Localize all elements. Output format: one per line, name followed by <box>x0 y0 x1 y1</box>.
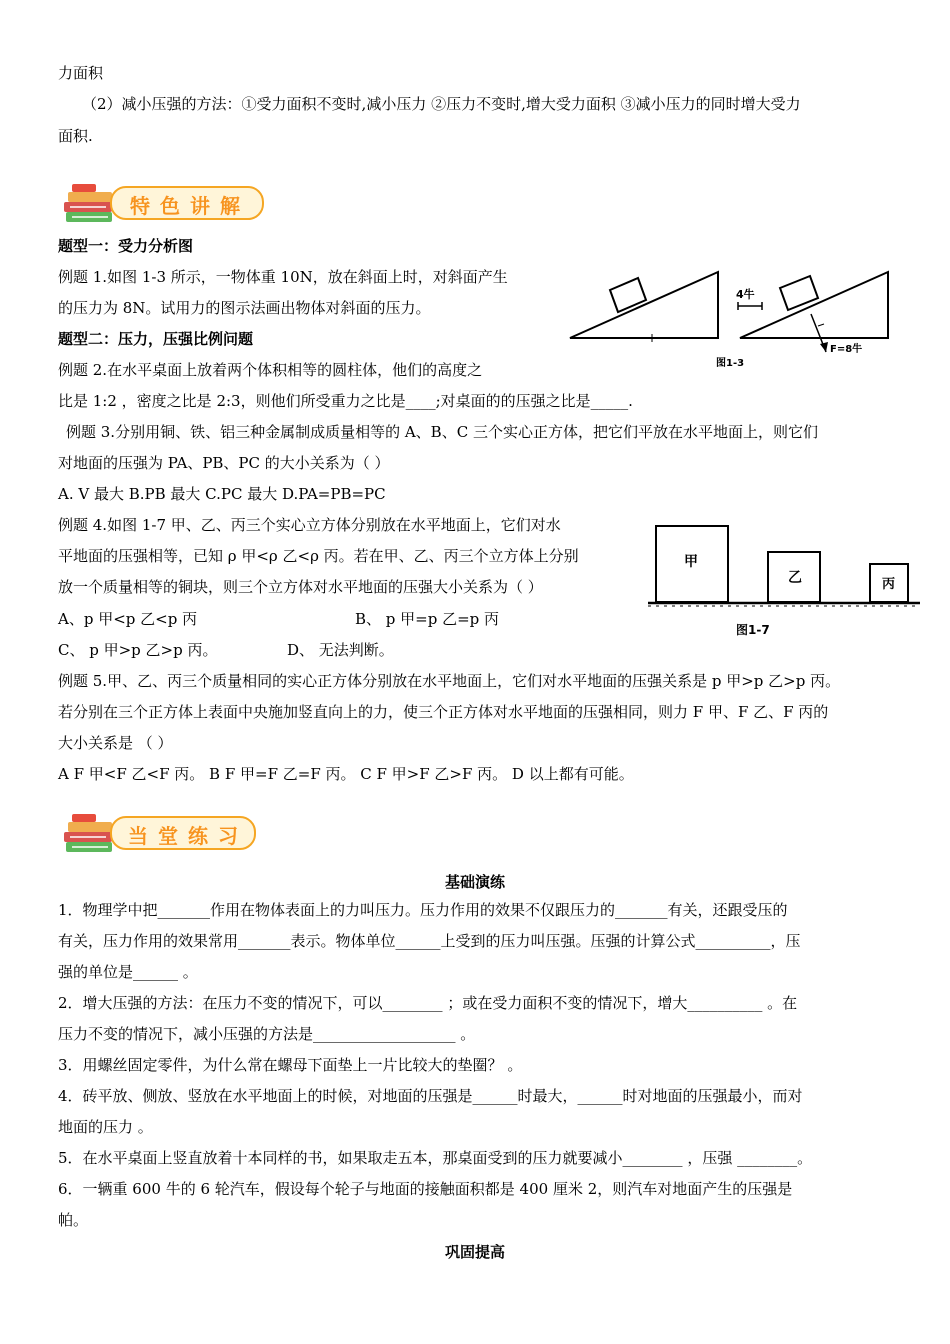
example5-options: A F 甲<F 乙<F 丙。 B F 甲=F 乙=F 丙。 C F 甲>F 乙>F 丙。 D 以上都有可能。 <box>58 765 634 783</box>
heading-basic-practice: 基础演练 <box>444 873 505 891</box>
example4-option-b: B、 p 甲=p 乙=p 丙 <box>355 610 500 628</box>
example4-option-c: C、 p 甲>p 乙>p 丙。 <box>58 641 218 659</box>
question1-line-2: 有关，压力作用的效果常用_______表示。物体单位______上受到的压力叫压强。压强的计算公式__________，压 <box>58 932 801 950</box>
example1-line-2: 的压力为 8N。试用力的图示法画出物体对斜面的压力。 <box>58 299 431 317</box>
banner-special-label: 特色讲解 <box>130 194 250 218</box>
incline-left <box>570 272 718 338</box>
example2-line-2: 比是 1:2 ，密度之比是 2:3，则他们所受重力之比是____;对桌面的的压强之比是_____. <box>58 392 633 410</box>
section-banner-practice <box>60 808 260 858</box>
figure-1-7-caption: 图1-7 <box>736 623 770 637</box>
example4-option-a: A、p 甲<p 乙<p 丙 <box>58 610 198 628</box>
section-banner-special <box>60 178 265 228</box>
scale-label: 4牛 <box>736 288 755 301</box>
question5-line-1: 5．在水平桌面上竖直放着十本同样的书，如果取走五本，那桌面受到的压力就要减小________ ，压强 ________。 <box>58 1149 813 1167</box>
example1-line-1: 例题 1.如图 1-3 所示，一物体重 10N，放在斜面上时，对斜面产生 <box>58 268 508 286</box>
example4-line-1: 例题 4.如图 1-7 甲、乙、丙三个实心立方体分别放在水平地面上，它们对水 <box>58 516 561 534</box>
question4-line-2: 地面的压力 。 <box>58 1118 153 1136</box>
type2-title: 题型二：压力，压强比例问题 <box>58 330 254 348</box>
example5-line-3: 大小关系是 （ ） <box>58 734 173 752</box>
cube-bing-label: 丙 <box>882 577 896 592</box>
intro-line-2: （2）减小压强的方法：①受力面积不变时,减小压力 ②压力不变时,增大受力面积 ③减小压力的同时增大受力 <box>82 95 801 113</box>
example4-line-3: 放一个质量相等的铜块，则三个立方体对水平地面的压强大小关系为（ ） <box>58 578 543 596</box>
example4-option-d: D、 无法判断。 <box>287 641 394 659</box>
intro-line-3: 面积. <box>58 127 93 145</box>
banner-practice-label: 当堂练习 <box>128 824 248 848</box>
example5-line-1: 例题 5.甲、乙、丙三个质量相同的实心正方体分别放在水平地面上，它们对水平地面的压强关系是 p 甲>p 乙>p 丙。 <box>58 672 841 690</box>
example3-line-1: 例题 3.分别用铜、铁、铝三种金属制成质量相等的 A、B、C 三个实心正方体，把它们平放在水平地面上，则它们 <box>66 423 818 441</box>
type1-title: 题型一：受力分析图 <box>58 237 194 255</box>
question6-line-2: 帕。 <box>58 1211 89 1229</box>
figure-1-3-caption: 图1-3 <box>716 358 745 369</box>
question2-line-2: 压力不变的情况下，减小压强的方法是___________________ 。 <box>58 1025 476 1043</box>
question2-line-1: 2．增大压强的方法：在压力不变的情况下，可以________ ；或在受力面积不变的情况下，增大__________ 。在 <box>58 994 798 1012</box>
heading-consolidate: 巩固提高 <box>444 1243 505 1261</box>
question4-line-1: 4．砖平放、侧放、竖放在水平地面上的时候，对地面的压强是______时最大，______时对地面的压强最小，而对 <box>58 1087 803 1105</box>
intro-line-1: 力面积 <box>58 64 104 82</box>
cube-yi-label: 乙 <box>788 570 802 586</box>
question1-line-3: 强的单位是______ 。 <box>58 963 198 981</box>
example2-line-1: 例题 2.在水平桌面上放着两个体积相等的圆柱体，他们的高度之 <box>58 361 483 379</box>
example4-line-2: 平地面的压强相等，已知 ρ 甲<ρ 乙<ρ 丙。若在甲、乙、丙三个立方体上分别 <box>58 547 579 565</box>
example3-options: A. V 最大 B.PB 最大 C.PC 最大 D.PA=PB=PC <box>58 485 386 503</box>
force-label: F=8牛 <box>830 344 863 355</box>
figure-1-3 <box>566 268 896 372</box>
example5-line-2: 若分别在三个正方体上表面中央施加竖直向上的力，使三个正方体对水平地面的压强相同，则力 F 甲、F 乙、F 丙的 <box>58 703 829 721</box>
question3-line-1: 3．用螺丝固定零件，为什么常在螺母下面垫上一片比较大的垫圈？ 。 <box>58 1056 523 1074</box>
question6-line-1: 6．一辆重 600 牛的 6 轮汽车，假设每个轮子与地面的接触面积都是 400 厘米 2，则汽车对地面产生的压强是 <box>58 1180 793 1198</box>
figure-1-7 <box>648 518 920 642</box>
question1-line-1: 1．物理学中把_______作用在物体表面上的力叫压力。压力作用的效果不仅跟压力的_______有关，还跟受压的 <box>58 901 788 919</box>
example3-line-2: 对地面的压强为 PA、PB、PC 的大小关系为（ ） <box>58 454 390 472</box>
cube-jia-label: 甲 <box>684 554 698 570</box>
